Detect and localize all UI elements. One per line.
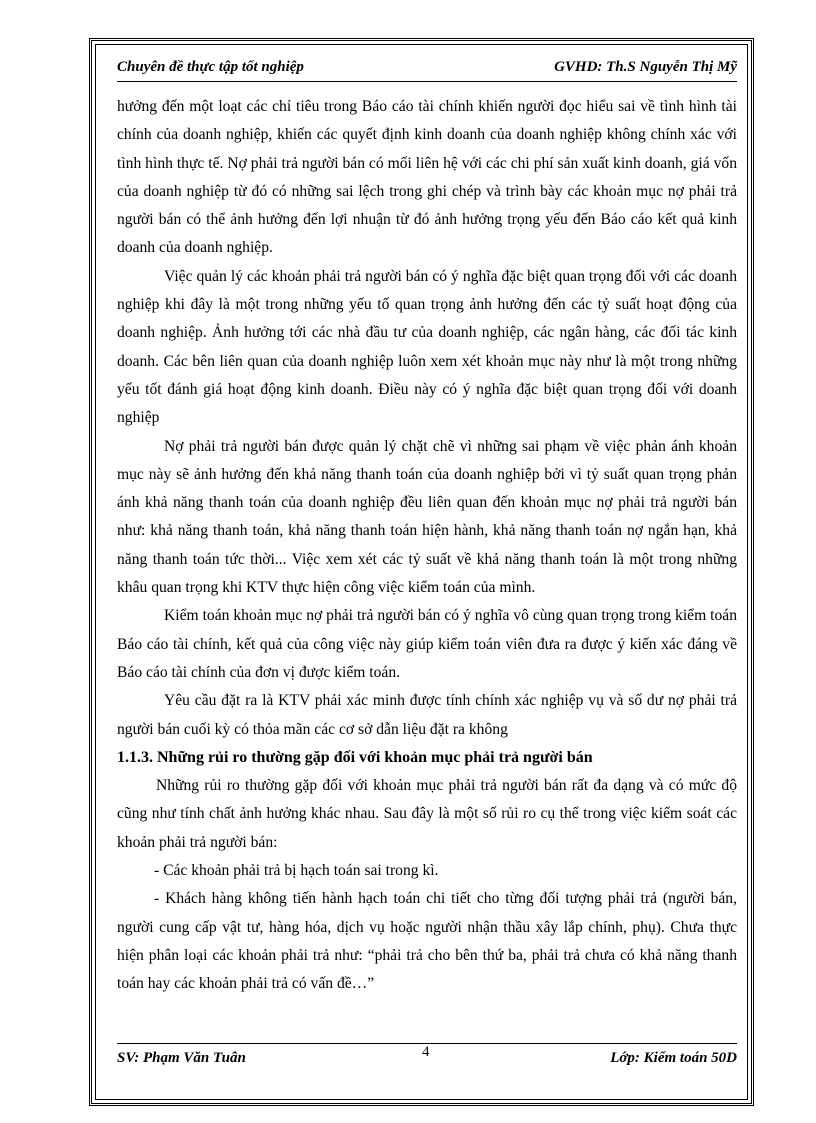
footer-student: SV: Phạm Văn Tuân bbox=[117, 1050, 246, 1066]
header-supervisor: GVHD: Th.S Nguyễn Thị Mỹ bbox=[554, 59, 737, 75]
list-item: - Khách hàng không tiến hành hạch toán chi tiết cho từng đối tượng phải trả (người bán, người cung cấp vật tư, hàng hóa, dịch vụ hoặc người nhận thầu xây lắp chính, phụ). Chưa thực hiện phân loại các khoản phải trả như: “phải trả cho bên thứ ba, phải trả chưa có khả năng thanh toán hay các khoản phải trả có vấn đề…” bbox=[117, 890, 737, 993]
body-paragraph: Yêu cầu đặt ra là KTV phải xác minh được tính chính xác nghiệp vụ và số dư nợ phải trả người bán cuối kỳ có thỏa mãn các cơ sở dẫn liệu đặt ra không bbox=[117, 692, 737, 738]
body-paragraph: Nợ phải trả người bán được quản lý chặt chẽ vì những sai phạm về việc phản ánh khoản mục này sẽ ảnh hưởng đến khả năng thanh toán của doanh nghiệp bởi vì tỷ suất quan trọng phản ánh khả năng thanh toán của doanh nghiệp đều liên quan đến khoản mục nợ phải trả người bán như: khả năng thanh toán, khả năng thanh toán hiện hành, khả năng thanh toán nợ ngắn hạn, khả năng thanh toán tức thời... Việc xem xét các tỷ suất về khả năng thanh toán là một trong những khâu quan trọng khi KTV thực hiện công việc kiểm toán của mình. bbox=[117, 437, 737, 597]
footer-class: Lớp: Kiểm toán 50D bbox=[610, 1050, 737, 1066]
section-heading: 1.1.3. Những rủi ro thường gặp đối với khoản mục phải trả người bán bbox=[117, 748, 593, 766]
list-item: - Các khoản phải trả bị hạch toán sai trong kì. bbox=[154, 862, 439, 880]
page-number: 4 bbox=[422, 1044, 430, 1060]
header-title: Chuyên đề thực tập tốt nghiệp bbox=[117, 59, 304, 75]
body-paragraph: hưởng đến một loạt các chỉ tiêu trong Báo cáo tài chính khiến người đọc hiểu sai về tình hình tài chính của doanh nghiệp, khiến các quyết định kinh doanh của doanh nghiệp không chính xác với tình hình thực tế. Nợ phải trả người bán có mối liên hệ với các chi phí sản xuất kinh doanh, giá vốn của doanh nghiệp từ đó có những sai lệch trong ghi chép và trình bày các khoản mục nợ phải trả người bán có thể ảnh hưởng đến lợi nhuận từ đó ảnh hưởng trọng yếu đến Báo cáo kết quả kinh doanh của doanh nghiệp. bbox=[117, 98, 737, 257]
page-header bbox=[117, 57, 737, 82]
page-body bbox=[117, 93, 737, 999]
body-paragraph: Kiểm toán khoản mục nợ phải trả người bán có ý nghĩa vô cùng quan trọng trong kiểm toán Báo cáo tài chính, kết quả của công việc này giúp kiểm toán viên đưa ra được ý kiến xác đáng về Báo cáo tài chính của đơn vị được kiểm toán. bbox=[117, 607, 737, 681]
body-paragraph: Việc quản lý các khoản phải trả người bán có ý nghĩa đặc biệt quan trọng đối với các doanh nghiệp khi đây là một trong những yếu tố quan trọng ảnh hưởng đến các tỷ suất hoạt động của doanh nghiệp. Ảnh hưởng tới các nhà đầu tư của doanh nghiệp, các ngân hàng, các đối tác kinh doanh. Các bên liên quan của doanh nghiệp luôn xem xét khoản mục này như là một trong những yếu tốt đánh giá hoạt động kinh doanh. Điều này có ý nghĩa đặc biệt quan trọng đối với doanh nghiệp bbox=[117, 267, 737, 427]
page-footer bbox=[117, 1043, 737, 1072]
body-paragraph: Những rủi ro thường gặp đối với khoản mục phải trả người bán rất đa dạng và có mức độ cũng như tính chất ảnh hưởng khác nhau. Sau đây là một số rủi ro cụ thể trong việc kiểm soát các khoản phải trả người bán: bbox=[117, 777, 737, 851]
